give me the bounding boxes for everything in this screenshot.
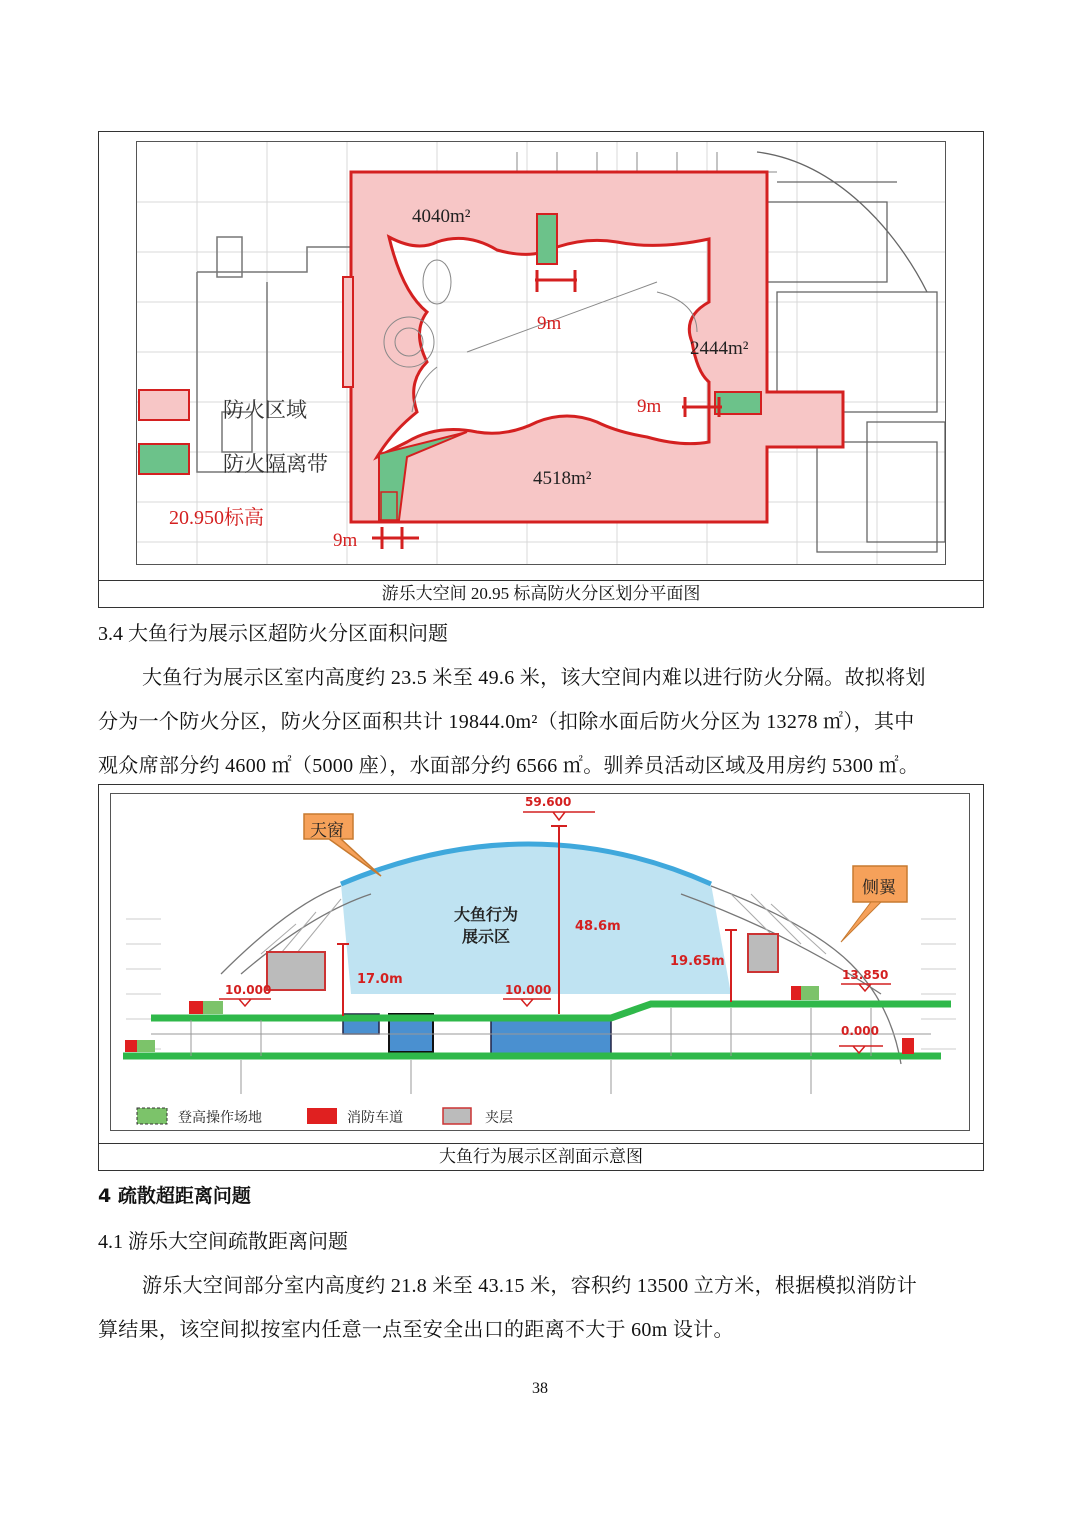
legend-fire-lane: 消防车道 [347, 1110, 403, 1126]
figure-fire-zone-plan [98, 131, 984, 608]
height-main: 48.6m [575, 919, 621, 934]
figure-section-diagram [98, 784, 984, 1171]
distance-label-right: 9m [637, 396, 662, 417]
section-4-heading: 4 疏散超距离问题 [98, 1185, 251, 1207]
legend-operation-site: 登高操作场地 [178, 1110, 262, 1126]
callout-side-wing: 侧翼 [862, 878, 896, 898]
zone-label-line1: 大鱼行为 [454, 905, 519, 924]
distance-label-bottom: 9m [333, 530, 358, 551]
area-label-bottom: 4518m² [533, 468, 592, 489]
section-3-4-paragraph-line3: 观众席部分约 4600 ㎡（5000 座），水面部分约 6566 ㎡。驯养员活动区域及用房约 5300 ㎡。 [98, 755, 920, 777]
section-3-4-heading: 3.4 大鱼行为展示区超防火分区面积问题 [98, 623, 448, 645]
page-number: 38 [532, 1380, 548, 1397]
section-svg [111, 794, 969, 1130]
area-label-top: 4040m² [412, 206, 471, 227]
fire-zone-plan-drawing [136, 141, 946, 565]
legend-fire-belt: 防火隔离带 [223, 452, 328, 476]
figure2-caption: 大鱼行为展示区剖面示意图 [99, 1143, 983, 1170]
figure1-caption: 游乐大空间 20.95 标高防火分区划分平面图 [99, 580, 983, 607]
height-right: 19.65m [670, 954, 725, 969]
elevation-ground: 0.000 [841, 1024, 879, 1038]
section-4-1-paragraph-line2: 算结果，该空间拟按室内任意一点至安全出口的距离不大于 60m 设计。 [98, 1319, 734, 1341]
elevation-top: 59.600 [525, 795, 572, 809]
distance-label-top: 9m [537, 313, 562, 334]
legend-mezzanine: 夹层 [485, 1110, 513, 1126]
elevation-label: 20.950标高 [169, 507, 264, 529]
area-label-right: 2444m² [690, 338, 749, 359]
callout-skylight: 天窗 [310, 821, 344, 841]
section-diagram-drawing [110, 793, 970, 1131]
elevation-center: 10.000 [505, 983, 552, 997]
legend-fire-zone: 防火区域 [223, 398, 307, 422]
elevation-right: 13.850 [842, 968, 889, 982]
section-3-4-paragraph-line2: 分为一个防火分区，防火分区面积共计 19844.0m²（扣除水面后防火分区为 13278 ㎡），其中 [98, 711, 915, 733]
section-3-4-paragraph-line1: 大鱼行为展示区室内高度约 23.5 米至 49.6 米，该大空间内难以进行防火分隔。故拟将划 [142, 667, 926, 689]
section-4-1-paragraph-line1: 游乐大空间部分室内高度约 21.8 米至 43.15 米，容积约 13500 立方米，根据模拟消防计 [142, 1275, 917, 1297]
height-left: 17.0m [357, 972, 403, 987]
zone-label-line2: 展示区 [462, 927, 511, 946]
section-4-1-heading: 4.1 游乐大空间疏散距离问题 [98, 1231, 348, 1253]
elevation-left: 10.000 [225, 983, 272, 997]
